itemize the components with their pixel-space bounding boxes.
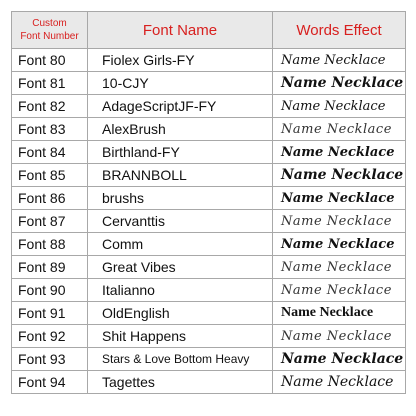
font-name-cell: 10-CJY [88, 72, 273, 95]
table-row [12, 302, 406, 325]
font-number-cell: Font 90 [12, 279, 88, 302]
font-name-cell: Tagettes [88, 371, 273, 394]
font-number-cell: Font 80 [12, 49, 88, 72]
header-custom-line1: Custom [32, 18, 67, 29]
font-number-cell: Font 82 [12, 95, 88, 118]
header-custom-line2: Font Number [20, 31, 79, 42]
font-number-cell: Font 86 [12, 187, 88, 210]
font-number-cell: Font 89 [12, 256, 88, 279]
words-effect-cell: Name Necklace [273, 302, 406, 325]
header-words-effect: Words Effect [273, 12, 406, 49]
words-effect-cell: Name Necklace [273, 164, 406, 187]
font-number-cell: Font 94 [12, 371, 88, 394]
table-row [12, 187, 406, 210]
font-number-cell: Font 83 [12, 118, 88, 141]
words-effect-cell: Name Necklace [273, 187, 406, 210]
font-table [11, 11, 406, 394]
font-name-cell: AdageScriptJF-FY [88, 95, 273, 118]
font-name-cell: Italianno [88, 279, 273, 302]
font-number-cell: Font 93 [12, 348, 88, 371]
table-row [12, 141, 406, 164]
font-number-cell: Font 88 [12, 233, 88, 256]
words-effect-cell: Name Necklace [273, 118, 406, 141]
font-number-cell: Font 81 [12, 72, 88, 95]
table-row [12, 49, 406, 72]
font-name-cell: Great Vibes [88, 256, 273, 279]
table-row [12, 118, 406, 141]
words-effect-cell: Name Necklace [273, 256, 406, 279]
font-name-cell: Stars & Love Bottom Heavy [88, 348, 273, 371]
table-row [12, 164, 406, 187]
table-row [12, 279, 406, 302]
words-effect-cell: Name Necklace [273, 371, 406, 394]
table-row [12, 348, 406, 371]
header-row [12, 12, 406, 49]
table-row [12, 325, 406, 348]
font-number-cell: Font 84 [12, 141, 88, 164]
header-custom-font-number [12, 12, 88, 49]
font-name-cell: brushs [88, 187, 273, 210]
font-name-cell: Comm [88, 233, 273, 256]
words-effect-cell: Name Necklace [273, 233, 406, 256]
font-number-cell: Font 92 [12, 325, 88, 348]
font-name-cell: AlexBrush [88, 118, 273, 141]
words-effect-cell: Name Necklace [273, 210, 406, 233]
table-row [12, 95, 406, 118]
font-name-cell: OldEnglish [88, 302, 273, 325]
table-row [12, 233, 406, 256]
font-name-cell: Birthland-FY [88, 141, 273, 164]
table-row [12, 256, 406, 279]
font-number-cell: Font 91 [12, 302, 88, 325]
words-effect-cell: Name Necklace [273, 49, 406, 72]
font-number-cell: Font 87 [12, 210, 88, 233]
words-effect-cell: Name Necklace [273, 279, 406, 302]
font-name-cell: Cervanttis [88, 210, 273, 233]
font-number-cell: Font 85 [12, 164, 88, 187]
font-name-cell: Shit Happens [88, 325, 273, 348]
words-effect-cell: Name Necklace [273, 325, 406, 348]
table-row [12, 210, 406, 233]
words-effect-cell: Name Necklace [273, 72, 406, 95]
table-row [12, 371, 406, 394]
words-effect-cell: Name Necklace [273, 141, 406, 164]
table-row [12, 72, 406, 95]
words-effect-cell: Name Necklace [273, 348, 406, 371]
words-effect-cell: Name Necklace [273, 95, 406, 118]
font-table-container [11, 11, 405, 405]
font-name-cell: Fiolex Girls-FY [88, 49, 273, 72]
font-name-cell: BRANNBOLL [88, 164, 273, 187]
header-font-name: Font Name [88, 12, 273, 49]
